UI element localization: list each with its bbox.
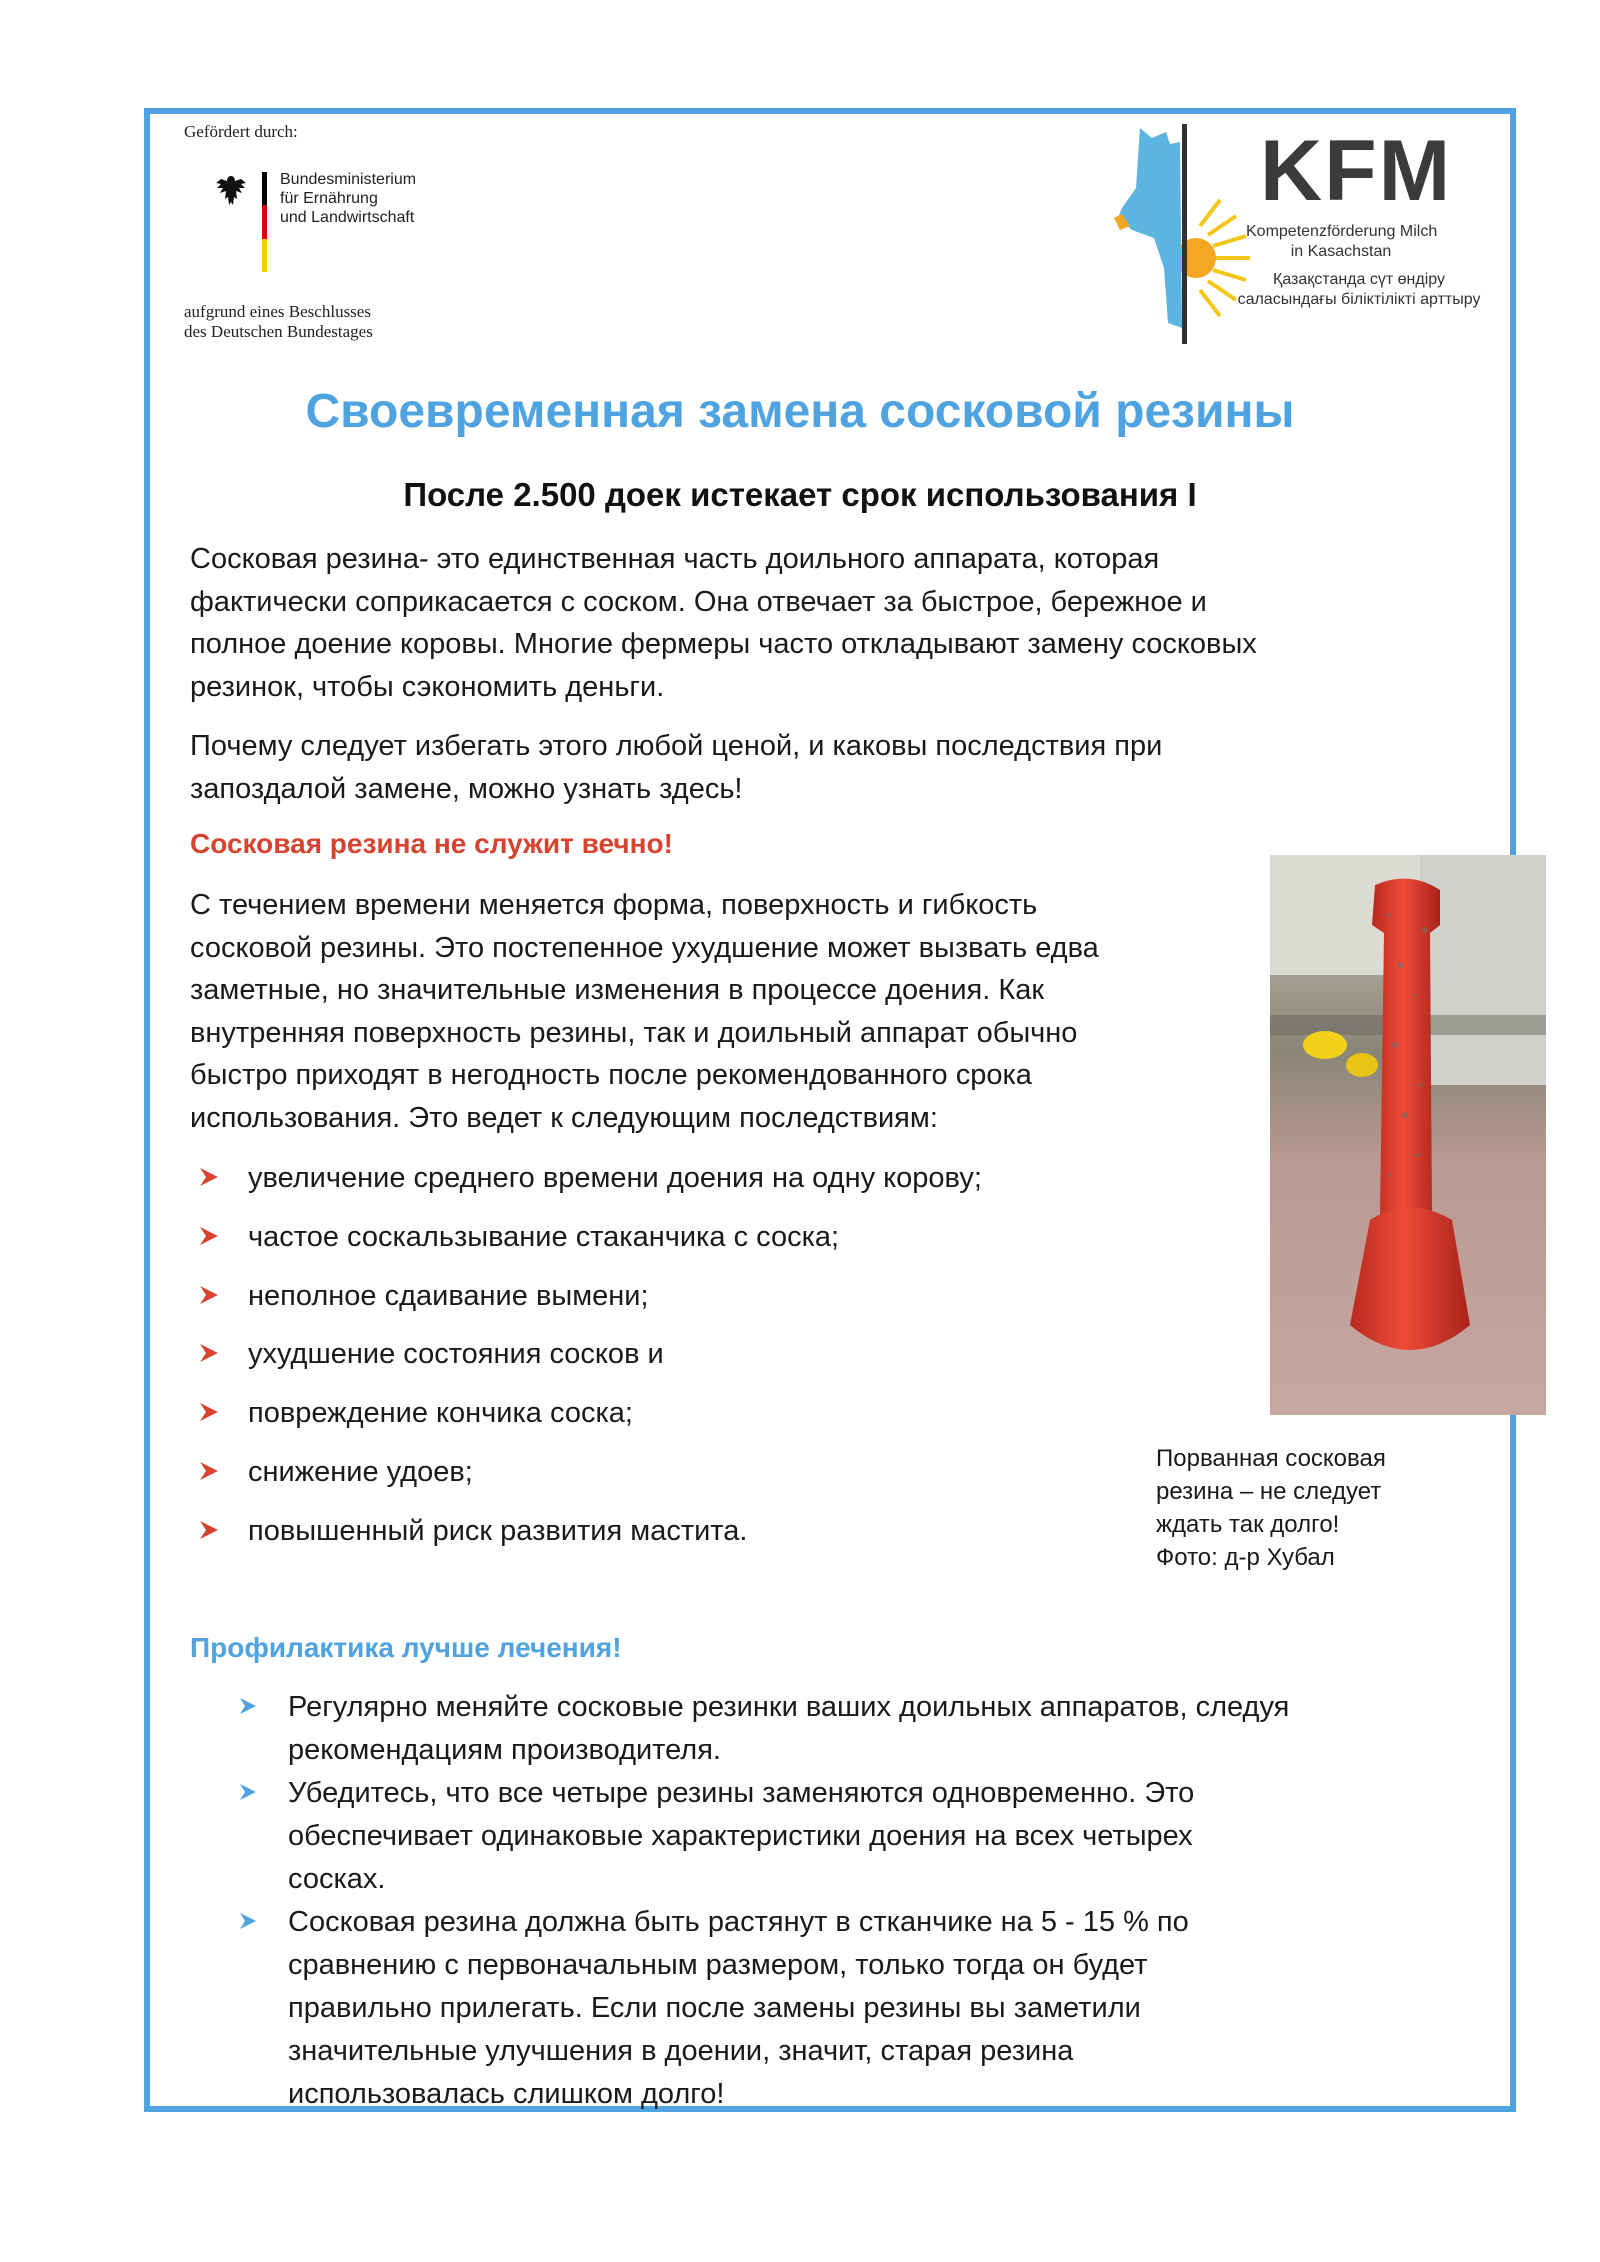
intro-paragraph: Сосковая резина- это единственная часть доильного аппарата, которая фактически соприкасается с соском. Она отвечает за быстрое, бережное и полное доение коровы. Многие фермеры часто откладывают замену сосковых резинок, чтобы сэкономить деньги. <box>190 543 1257 703</box>
red-arrow-bullet-icon <box>198 1166 220 1188</box>
red-arrow-bullet-icon <box>198 1225 220 1247</box>
photo-caption: Порванная сосковая резина – не следует ждать так долго! Фото: д-р Хубал <box>1156 1445 1386 1571</box>
section-heading-prevention: Профилактика лучше лечения! <box>190 1632 622 1663</box>
section1-body: С течением времени меняется форма, поверхность и гибкость сосковой резины. Это постепенное ухудшение может вызвать едва заметные, но значительные изменения в процессе доения. Как внутренняя поверхность резины, так и доильный аппарат обычно быстро приходят в негодность после рекомендованного срока использования. Это ведет к следующим последствиям: <box>190 889 1099 1134</box>
cow-sun-logo-icon <box>1110 118 1260 348</box>
kfm-kazakh-subtitle: Қазақстанда сүт өндіру саласындағы біліктілікті арттыру <box>1237 271 1481 308</box>
kfm-subtitle: Kompetenzförderung Milch in Kasachstan <box>1246 223 1438 260</box>
red-arrow-bullet-icon <box>198 1401 220 1423</box>
list-item: Сосковая резина должна быть растянут в стканчике на 5 - 15 % по сравнению с первоначальным размером, только тогда он будет правильно прилегать. Если после замены резины вы заметили значительные улучшения в доении, значит, старая резина использовалась слишком долго! <box>238 1901 1289 2116</box>
federal-eagle-icon <box>212 172 250 212</box>
kfm-wordmark: KFM <box>1260 123 1453 219</box>
section-heading-not-forever: Сосковая резина не служит вечно! <box>190 828 673 859</box>
bundestag-note: aufgrund eines Beschlusses des Deutschen Bundestages <box>184 302 373 341</box>
blue-arrow-bullet-icon <box>238 1696 258 1716</box>
why-paragraph: Почему следует избегать этого любой ценой, и каковы последствия при запоздалой замене, можно узнать здесь! <box>190 730 1163 805</box>
ministry-name: Bundesministerium für Ernährung und Landwirtschaft <box>280 171 417 226</box>
blue-arrow-bullet-icon <box>238 1782 258 1802</box>
red-arrow-bullet-icon <box>198 1342 220 1364</box>
funding-label: Gefördert durch: <box>184 122 298 141</box>
list-item: Убедитесь, что все четыре резины заменяются одновременно. Это обеспечивает одинаковые характеристики доения на всех четырех сосках. <box>238 1772 1289 1901</box>
page-subtitle: После 2.500 доек истекает срок использования I <box>403 476 1197 513</box>
blue-arrow-bullet-icon <box>238 1911 258 1931</box>
page-title: Своевременная замена сосковой резины <box>305 385 1295 438</box>
red-arrow-bullet-icon <box>198 1460 220 1482</box>
list-item: Регулярно меняйте сосковые резинки ваших доильных аппаратов, следуя рекомендациям производителя. <box>238 1686 1289 1772</box>
red-arrow-bullet-icon <box>198 1519 220 1541</box>
kfm-logo <box>1110 118 1510 348</box>
german-flag-bar <box>262 172 267 272</box>
torn-teat-liner-photo <box>1270 855 1546 1415</box>
red-arrow-bullet-icon <box>198 1284 220 1306</box>
prevention-tips-list <box>238 1686 1289 2116</box>
